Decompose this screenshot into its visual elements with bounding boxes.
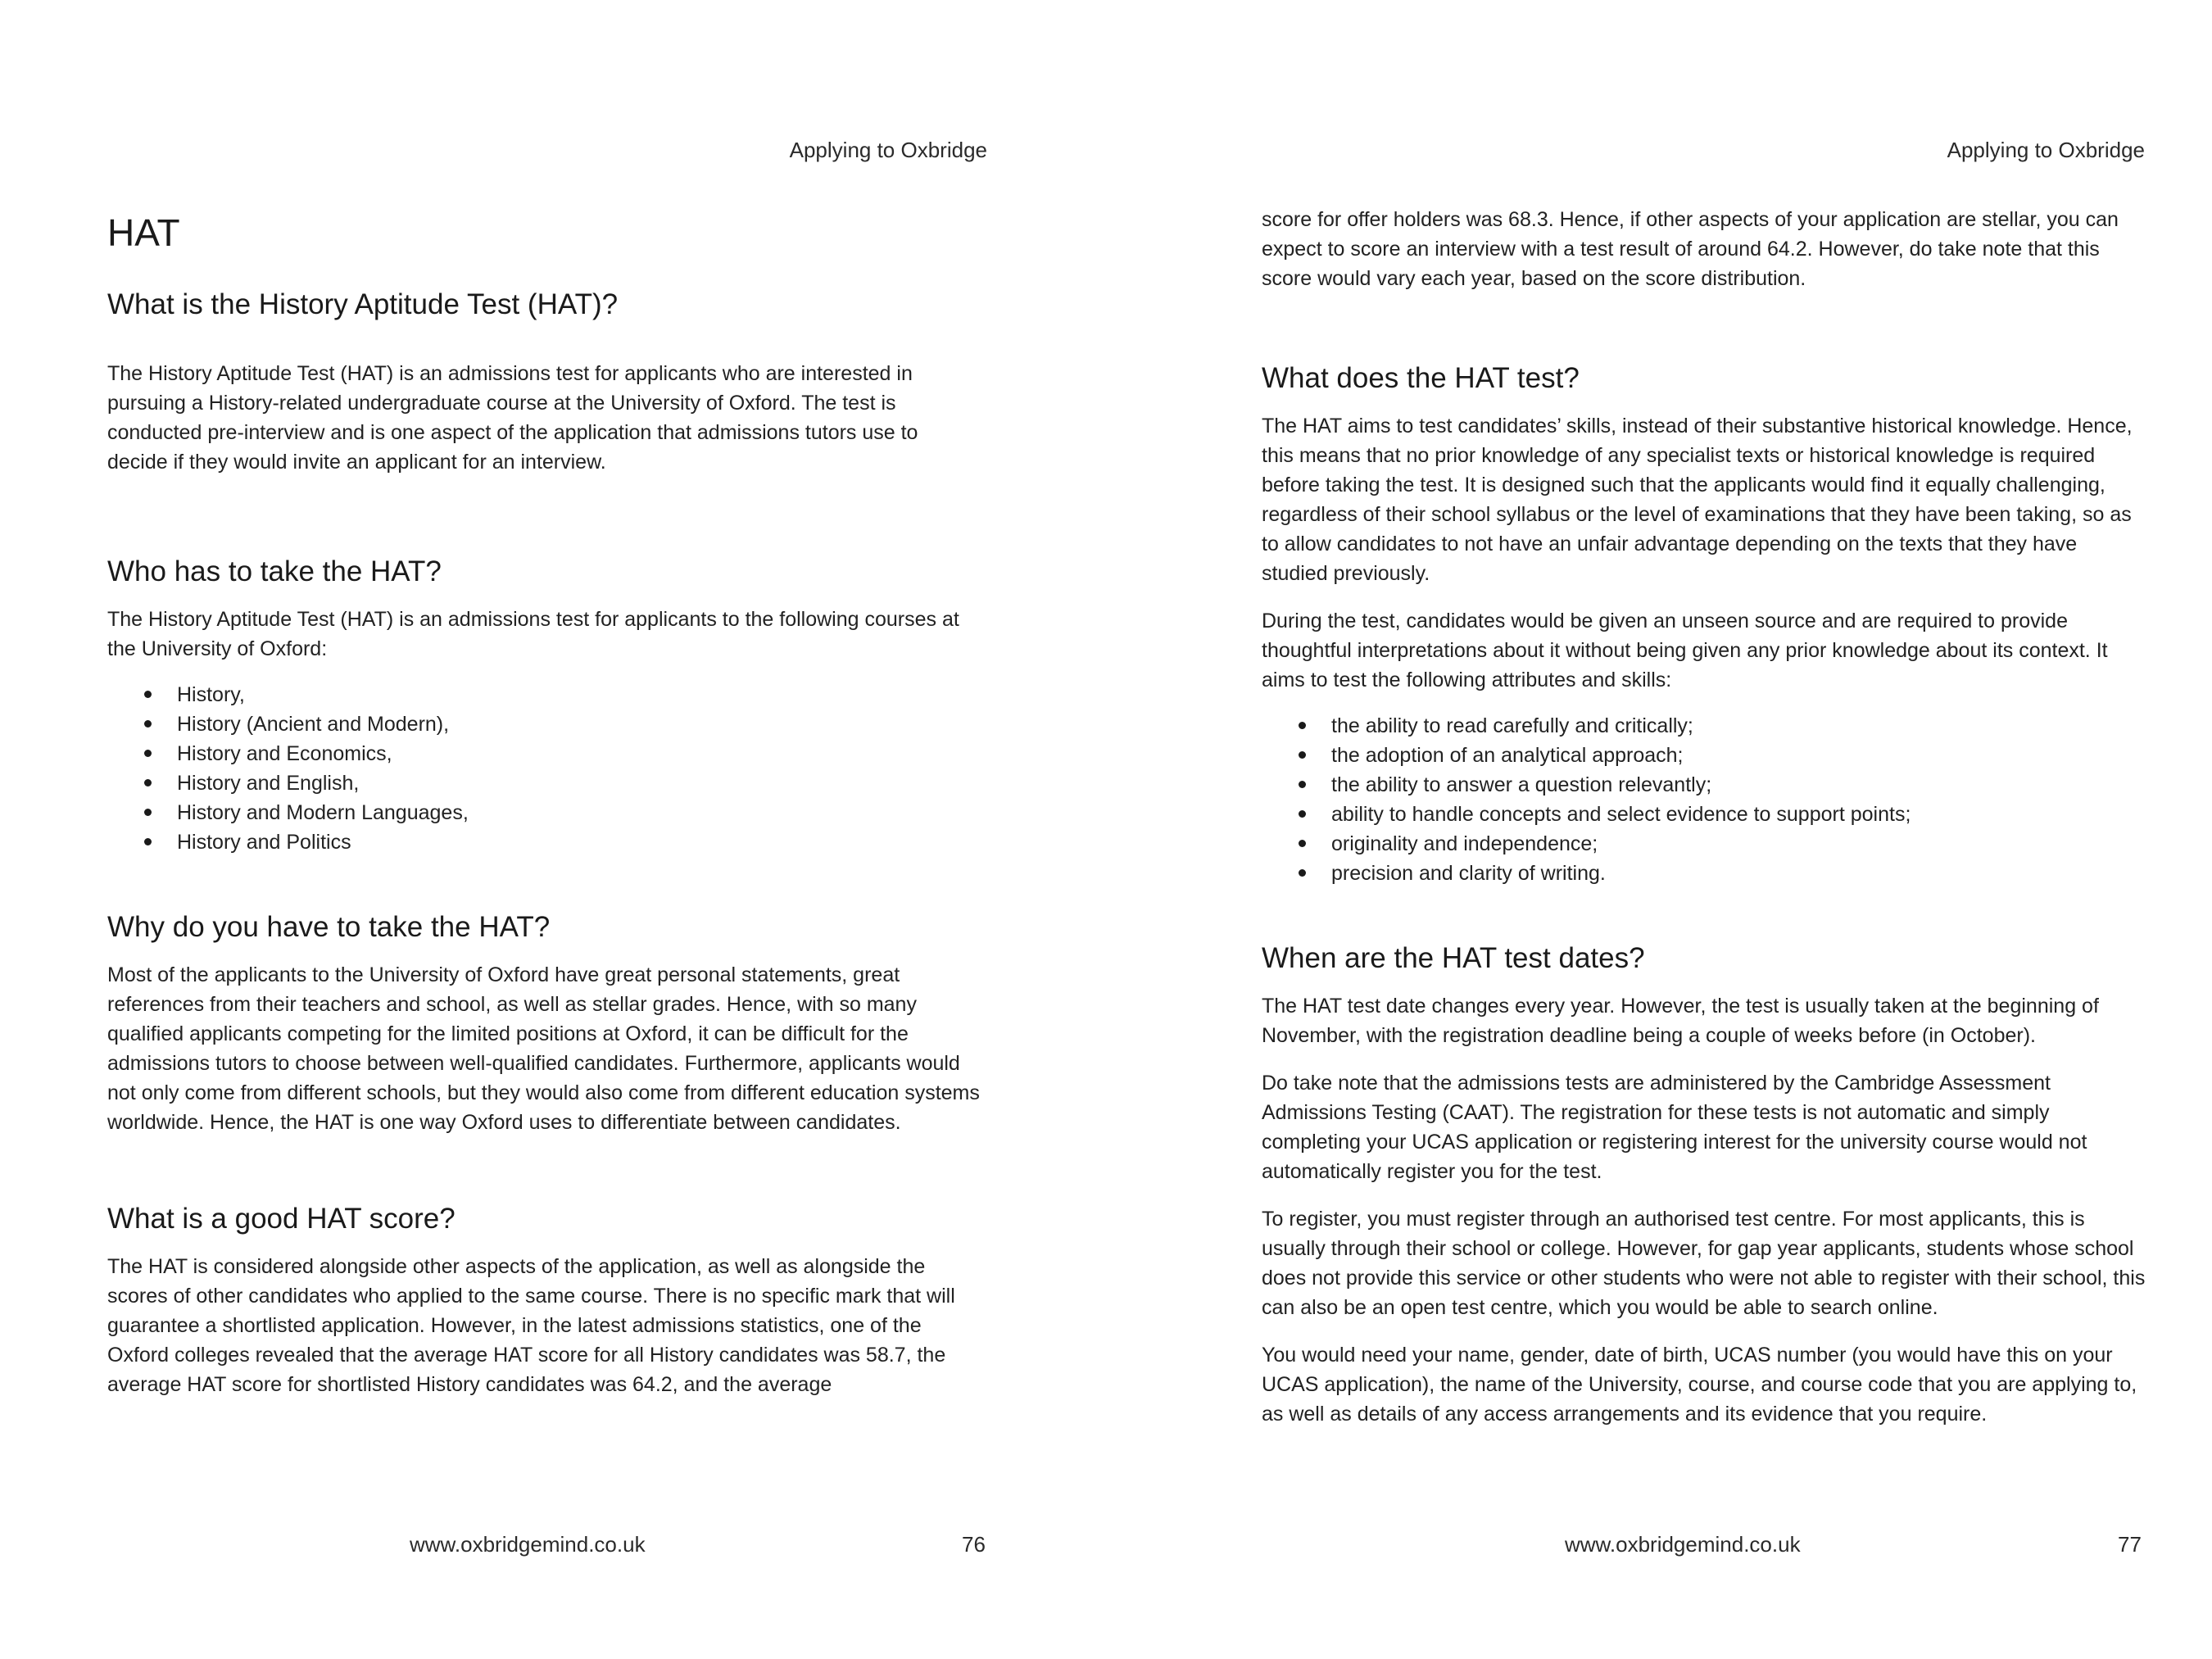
paragraph-what-test-1: The HAT aims to test candidates’ skills, instead of their substantive historical knowledge. Hence, this means that no prior knowledge of any specialist texts or historical knowledge is required before taking the test. It is designed such that the applicants would find it equally challenging, regardless of their school syllabus or the level of examinations that they have been taking, so as to allow candidates to not have an unfair advantage depending on the texts that they have studied previously. [1262,415,2133,585]
heading-good-score: What is a good HAT score? [107,1203,456,1235]
paragraph-what-test-2: During the test, candidates would be given an unseen source and are required to provide thoughtful interpretations about it without being given any prior knowledge about its context. It aims to test the following attributes and skills: [1262,610,2108,691]
list-item: ability to handle concepts and select evidence to support points; [1299,800,2146,829]
paragraph-dates-2: Do take note that the admissions tests are administered by the Cambridge Assessment Admissions Testing (CAAT). The registration for these tests is not automatic and simply completing your UCAS application or registering interest for the university course would not automatically register you for the test. [1262,1072,2087,1183]
paragraph-dates-3: To register, you must register through an authorised test centre. For most applicants, this is usually through their school or college. However, for gap year applicants, students whose school does not provide this service or other students who were not able to register with their school, this can also be an open test centre, which you would be able to search online. [1262,1208,2146,1319]
heading-dates: When are the HAT test dates? [1262,942,1645,974]
paragraph-dates-1: The HAT test date changes every year. However, the test is usually taken at the beginning of November, with the registration deadline being a couple of weeks before (in October). [1262,995,2099,1047]
paragraph-what-is-hat: The History Aptitude Test (HAT) is an admissions test for applicants who are interested in pursuing a History-related undergraduate course at the University of Oxford. The test is conducted pre-interview and is one aspect of the application that admissions tutors use to decide if they would invite an applicant for an interview. [107,362,918,474]
paragraph-who-has: The History Aptitude Test (HAT) is an admissions test for applicants to the following courses at the University of Oxford: [107,608,959,660]
chapter-title: HAT [107,211,180,254]
running-header: Applying to Oxbridge [1947,138,2145,162]
list-item: the ability to read carefully and critically; [1299,711,2146,741]
heading-why: Why do you have to take the HAT? [107,911,551,943]
paragraph-continuation: score for offer holders was 68.3. Hence, if other aspects of your application are stellar, you can expect to score an interview with a test result of around 64.2. However, do take note that this score would vary each year, based on the score distribution. [1262,208,2119,290]
list-item: precision and clarity of writing. [1299,859,2146,888]
left-page-content [107,205,984,1417]
right-page-content [1262,205,2146,1447]
footer-url: www.oxbridgemind.co.uk [1565,1532,1801,1557]
right-page [1106,0,2212,1659]
page-number: 77 [2118,1532,2142,1557]
list-item: History and Modern Languages, [144,798,984,827]
course-list [107,680,984,857]
list-item: History, [144,680,984,709]
paragraph-good-score: The HAT is considered alongside other aspects of the application, as well as alongside the scores of other candidates who applied to the same course. There is no specific mark that will guarantee a shortlisted application. However, in the latest admissions statistics, one of the Oxford colleges revealed that the average HAT score for all History candidates was 58.7, the average HAT score for shortlisted History candidates was 64.2, and the average [107,1255,955,1396]
list-item: History and Economics, [144,739,984,768]
list-item: the ability to answer a question relevantly; [1299,770,2146,800]
list-item: the adoption of an analytical approach; [1299,741,2146,770]
heading-what-test: What does the HAT test? [1262,362,1580,394]
page-number: 76 [962,1532,986,1557]
footer-url: www.oxbridgemind.co.uk [410,1532,646,1557]
list-item: History and English, [144,768,984,798]
paragraph-dates-4: You would need your name, gender, date of birth, UCAS number (you would have this on your UCAS application), the name of the University, course, and course code that you are applying to, as well as details of any access arrangements and its evidence that you require. [1262,1344,2137,1426]
heading-who-has: Who has to take the HAT? [107,555,442,587]
skills-list [1262,711,2146,888]
list-item: originality and independence; [1299,829,2146,859]
list-item: History (Ancient and Modern), [144,709,984,739]
paragraph-why: Most of the applicants to the University of Oxford have great personal statements, great references from their teachers and school, as well as stellar grades. Hence, with so many qualified applicants competing for the limited positions at Oxford, it can be difficult for the admissions tutors to choose between well-qualified candidates. Furthermore, applicants would not only come from different schools, but they would also come from different education systems worldwide. Hence, the HAT is one way Oxford uses to differentiate between candidates. [107,963,980,1134]
running-header: Applying to Oxbridge [789,138,987,162]
list-item: History and Politics [144,827,984,857]
heading-what-is-hat: What is the History Aptitude Test (HAT)? [107,288,619,320]
